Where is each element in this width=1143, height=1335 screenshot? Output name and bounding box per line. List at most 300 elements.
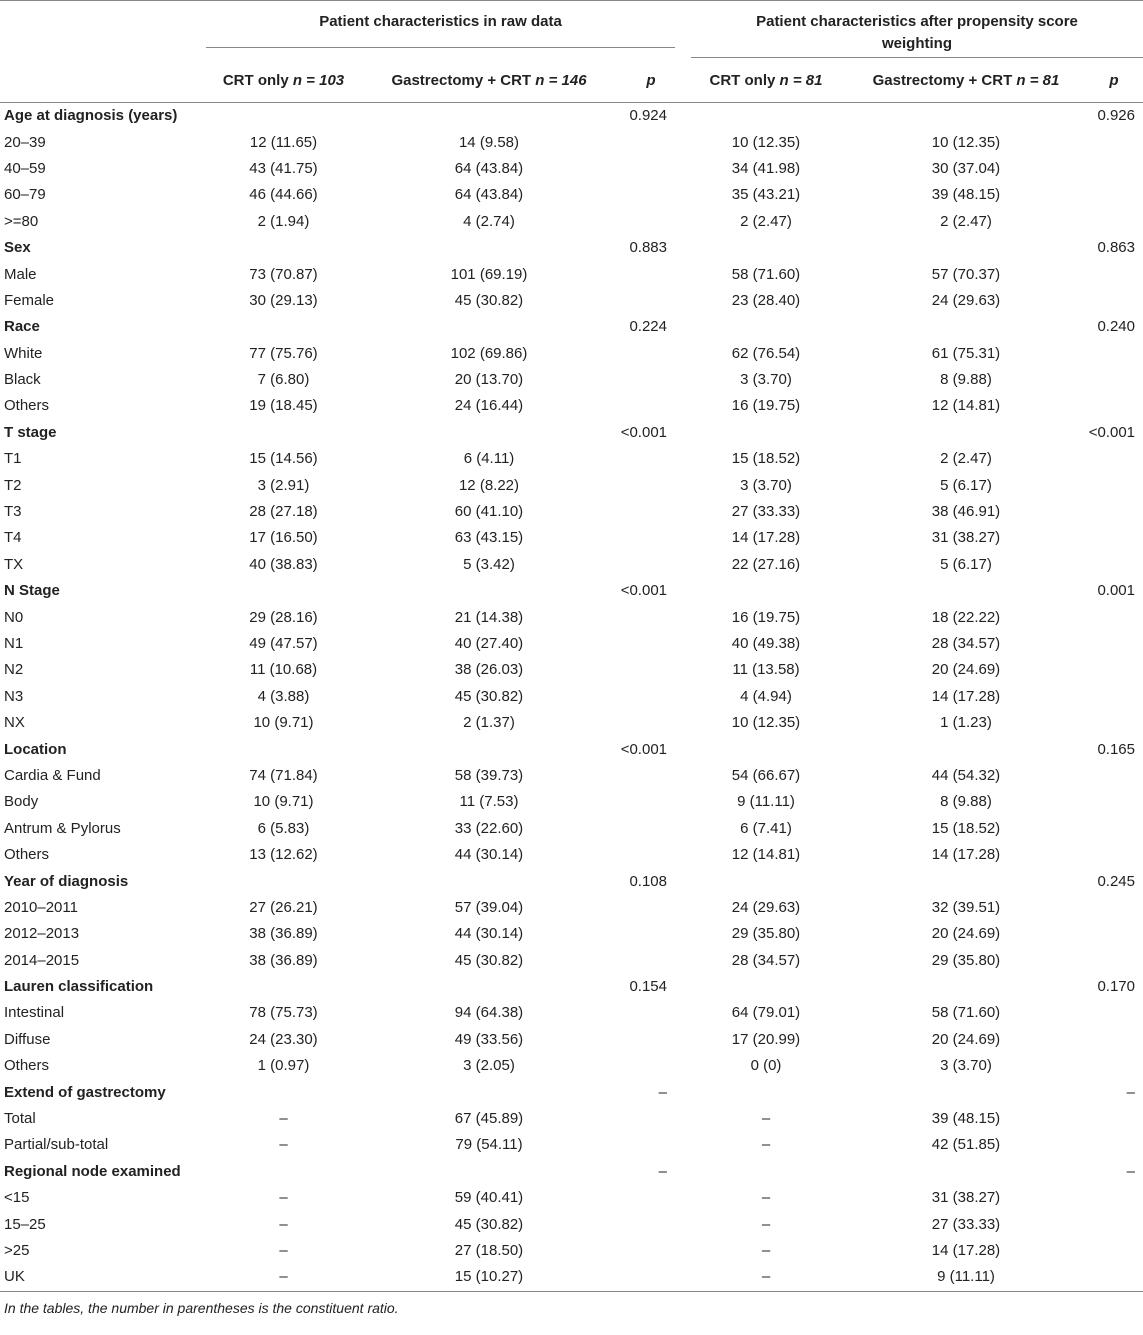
gastrectomy-crt-raw-cell: 94 (64.38): [454, 1004, 524, 1022]
table-row: [0, 341, 1143, 367]
empty-cell: [1085, 525, 1143, 551]
table-row: [0, 631, 1143, 657]
row-label: 40–59: [4, 159, 46, 177]
crt-only-raw-cell: 73 (70.87): [249, 265, 318, 283]
empty-cell: [1085, 604, 1143, 630]
gastrectomy-crt-psw-cell: 8 (9.88): [940, 371, 992, 389]
empty-cell: [617, 1264, 685, 1291]
empty-cell: [617, 763, 685, 789]
crt-only-raw-cell: 10 (9.71): [253, 714, 314, 732]
empty-cell: [617, 1000, 685, 1026]
crt-only-raw-cell: 6 (5.83): [257, 819, 310, 837]
column-header-p-psw: [1085, 58, 1143, 103]
empty-cell: [617, 261, 685, 287]
empty-cell: [617, 895, 685, 921]
crt-only-psw-cell: 2 (2.47): [740, 212, 792, 230]
crt-only-psw-cell: 3 (3.70): [740, 476, 792, 494]
empty-cell: [1085, 657, 1143, 683]
crt-only-raw-cell: 24 (23.30): [249, 1030, 318, 1048]
gastrectomy-crt-psw-cell: 30 (37.04): [931, 159, 1001, 177]
empty-cell: [847, 578, 1085, 604]
gastrectomy-crt-psw-cell: 39 (48.15): [931, 186, 1001, 204]
crt-only-psw-cell: –: [761, 1189, 771, 1207]
empty-cell: [361, 868, 617, 894]
col-label: Gastrectomy + CRT: [872, 71, 1017, 89]
p-value-raw: 0.154: [629, 978, 667, 996]
crt-only-psw-cell: 9 (11.11): [737, 793, 795, 811]
group-header-psw-label: Patient characteristics after propensity score weighting: [691, 11, 1143, 58]
crt-only-raw-cell: 43 (41.75): [249, 159, 318, 177]
empty-cell: [617, 657, 685, 683]
gastrectomy-crt-raw-cell: 2 (1.37): [463, 714, 515, 732]
p-value-raw: –: [658, 1162, 667, 1180]
gastrectomy-crt-raw-cell: 64 (43.84): [454, 159, 524, 177]
table-row: [0, 1106, 1143, 1132]
empty-cell: [617, 499, 685, 525]
p-value-raw: <0.001: [620, 740, 667, 758]
table-row: [0, 921, 1143, 947]
empty-cell: [685, 578, 847, 604]
section-title: Sex: [4, 239, 31, 257]
empty-cell: [617, 129, 685, 155]
crt-only-psw-cell: 14 (17.28): [731, 529, 801, 547]
table-row: [0, 182, 1143, 208]
row-label: Cardia & Fund: [4, 766, 101, 784]
row-label: Black: [4, 371, 41, 389]
row-label: Partial/sub-total: [4, 1136, 109, 1154]
row-label: N3: [4, 687, 24, 705]
empty-cell: [361, 314, 617, 340]
section-header-row: [0, 1159, 1143, 1185]
gastrectomy-crt-psw-cell: 1 (1.23): [940, 714, 992, 732]
empty-cell: [206, 235, 361, 261]
gastrectomy-crt-psw-cell: 24 (29.63): [931, 291, 1001, 309]
col-label: p: [1109, 71, 1119, 89]
crt-only-raw-cell: 4 (3.88): [257, 687, 310, 705]
column-header-crt-psw: [685, 58, 847, 103]
crt-only-raw-cell: 77 (75.76): [249, 344, 318, 362]
empty-cell: [847, 974, 1085, 1000]
empty-cell: [617, 525, 685, 551]
empty-cell: [617, 393, 685, 419]
empty-cell: [1085, 1106, 1143, 1132]
row-label: UK: [4, 1268, 25, 1286]
crt-only-psw-cell: 27 (33.33): [731, 503, 801, 521]
gastrectomy-crt-raw-cell: 63 (43.15): [454, 529, 524, 547]
empty-cell: [617, 710, 685, 736]
empty-cell: [1085, 156, 1143, 182]
gastrectomy-crt-psw-cell: 27 (33.33): [931, 1215, 1001, 1233]
table-row: [0, 288, 1143, 314]
gastrectomy-crt-raw-cell: 49 (33.56): [454, 1030, 524, 1048]
crt-only-raw-cell: 38 (36.89): [249, 951, 318, 969]
row-label: T4: [4, 529, 22, 547]
crt-only-raw-cell: –: [279, 1110, 288, 1128]
section-header-row: [0, 103, 1143, 130]
column-header-gcrt-raw: [361, 58, 617, 103]
section-title: Year of diagnosis: [4, 872, 129, 890]
table-row: [0, 684, 1143, 710]
crt-only-raw-cell: 7 (6.80): [257, 371, 310, 389]
col-n: n = 146: [535, 71, 587, 89]
table-row: [0, 209, 1143, 235]
empty-cell: [1085, 499, 1143, 525]
gastrectomy-crt-psw-cell: 14 (17.28): [931, 846, 1001, 864]
row-label: 15–25: [4, 1215, 46, 1233]
empty-cell: [847, 235, 1085, 261]
col-label: Gastrectomy + CRT: [391, 71, 536, 89]
crt-only-raw-cell: 2 (1.94): [257, 212, 310, 230]
crt-only-raw-cell: –: [279, 1189, 288, 1207]
p-value-raw: 0.883: [629, 239, 667, 257]
crt-only-raw-cell: 13 (12.62): [249, 846, 318, 864]
table-row: [0, 1264, 1143, 1291]
gastrectomy-crt-raw-cell: 12 (8.22): [458, 476, 520, 494]
gastrectomy-crt-psw-cell: 31 (38.27): [931, 529, 1001, 547]
table-row: [0, 499, 1143, 525]
empty-cell: [617, 684, 685, 710]
gastrectomy-crt-psw-cell: 3 (3.70): [940, 1057, 992, 1075]
section-title: Age at diagnosis (years): [4, 107, 178, 125]
gastrectomy-crt-raw-cell: 57 (39.04): [454, 898, 524, 916]
empty-cell: [1085, 1185, 1143, 1211]
empty-cell: [1085, 1132, 1143, 1158]
empty-cell: [847, 420, 1085, 446]
gastrectomy-crt-psw-cell: 28 (34.57): [931, 635, 1001, 652]
empty-cell: [206, 868, 361, 894]
table-row: [0, 156, 1143, 182]
crt-only-psw-cell: 3 (3.70): [740, 371, 792, 389]
row-label: Intestinal: [4, 1004, 65, 1022]
group-header-raw: [206, 1, 685, 58]
p-value-psw: 0.245: [1097, 872, 1135, 890]
empty-cell: [847, 868, 1085, 894]
empty-cell: [1085, 1211, 1143, 1237]
empty-cell: [361, 1079, 617, 1105]
p-value-raw: –: [658, 1083, 667, 1101]
gastrectomy-crt-raw-cell: 44 (30.14): [454, 846, 524, 864]
gastrectomy-crt-raw-cell: 24 (16.44): [454, 397, 524, 415]
crt-only-raw-cell: –: [279, 1241, 288, 1259]
empty-cell: [685, 420, 847, 446]
crt-only-raw-cell: 12 (11.65): [249, 133, 318, 151]
crt-only-psw-cell: 28 (34.57): [731, 951, 801, 969]
crt-only-psw-cell: 34 (41.98): [731, 159, 801, 177]
table-row: [0, 1185, 1143, 1211]
crt-only-raw-cell: 19 (18.45): [249, 397, 318, 415]
crt-only-psw-cell: –: [761, 1136, 771, 1154]
table-row: [0, 129, 1143, 155]
table-row: [0, 367, 1143, 393]
row-label: Total: [4, 1110, 36, 1128]
row-label: N2: [4, 661, 24, 679]
crt-only-psw-cell: 17 (20.99): [731, 1030, 801, 1048]
empty-cell: [1085, 710, 1143, 736]
empty-cell: [361, 420, 617, 446]
empty-cell: [617, 1185, 685, 1211]
row-label: <15: [4, 1189, 30, 1207]
empty-cell: [847, 1159, 1085, 1185]
p-value-psw: 0.165: [1097, 740, 1135, 758]
crt-only-psw-cell: 40 (49.38): [731, 635, 801, 652]
empty-cell: [617, 631, 685, 657]
gastrectomy-crt-psw-cell: 42 (51.85): [931, 1136, 1001, 1154]
crt-only-psw-cell: 35 (43.21): [731, 186, 801, 204]
crt-only-psw-cell: 54 (66.67): [731, 766, 801, 784]
crt-only-psw-cell: 12 (14.81): [731, 846, 801, 864]
empty-cell: [617, 182, 685, 208]
gastrectomy-crt-raw-cell: 6 (4.11): [463, 450, 515, 468]
gastrectomy-crt-raw-cell: 101 (69.19): [450, 265, 528, 283]
table-row: [0, 1211, 1143, 1237]
crt-only-raw-cell: 11 (10.68): [249, 661, 318, 679]
empty-cell: [617, 948, 685, 974]
gastrectomy-crt-psw-cell: 15 (18.52): [931, 819, 1001, 837]
gastrectomy-crt-raw-cell: 44 (30.14): [454, 925, 524, 943]
empty-cell: [685, 974, 847, 1000]
crt-only-raw-cell: 38 (36.89): [249, 925, 318, 943]
empty-cell: [1085, 446, 1143, 472]
crt-only-psw-cell: 10 (12.35): [731, 133, 801, 151]
crt-only-psw-cell: 23 (28.40): [731, 291, 801, 309]
gastrectomy-crt-psw-cell: 38 (46.91): [931, 503, 1001, 521]
table-row: [0, 1238, 1143, 1264]
empty-cell: [206, 974, 361, 1000]
gastrectomy-crt-psw-cell: 12 (14.81): [931, 397, 1001, 415]
row-label: 20–39: [4, 133, 46, 151]
crt-only-psw-cell: 4 (4.94): [740, 687, 792, 705]
empty-cell: [617, 341, 685, 367]
section-title: T stage: [4, 423, 57, 441]
p-value-raw: 0.108: [629, 872, 667, 890]
empty-cell: [617, 1132, 685, 1158]
table-row: [0, 895, 1143, 921]
p-value-raw: 0.924: [629, 107, 667, 125]
crt-only-psw-cell: –: [761, 1241, 771, 1259]
section-header-row: [0, 868, 1143, 894]
empty-cell: [617, 552, 685, 578]
crt-only-psw-cell: 62 (76.54): [731, 344, 801, 362]
gastrectomy-crt-raw-cell: 40 (27.40): [454, 635, 524, 652]
group-header-psw: [685, 1, 1143, 58]
empty-cell: [685, 1079, 847, 1105]
crt-only-raw-cell: 30 (29.13): [249, 291, 318, 309]
empty-cell: [1085, 1053, 1143, 1079]
section-title: N Stage: [4, 582, 60, 600]
row-label: Male: [4, 265, 37, 283]
gastrectomy-crt-psw-cell: 20 (24.69): [931, 661, 1001, 679]
empty-cell: [685, 736, 847, 762]
column-header-row: [0, 58, 1143, 103]
section-header-row: [0, 420, 1143, 446]
gastrectomy-crt-raw-cell: 20 (13.70): [454, 371, 524, 389]
empty-cell: [1085, 209, 1143, 235]
row-label: TX: [4, 555, 24, 573]
crt-only-raw-cell: –: [279, 1268, 288, 1286]
gastrectomy-crt-raw-cell: 45 (30.82): [454, 951, 524, 969]
empty-cell: [847, 736, 1085, 762]
row-label: Diffuse: [4, 1030, 51, 1048]
bottom-rule: [0, 1291, 1143, 1292]
gastrectomy-crt-raw-cell: 102 (69.86): [450, 344, 528, 362]
table-row: [0, 657, 1143, 683]
empty-cell: [206, 420, 361, 446]
empty-cell: [847, 314, 1085, 340]
empty-cell: [1085, 367, 1143, 393]
crt-only-raw-cell: 40 (38.83): [249, 555, 318, 573]
empty-cell: [1085, 1238, 1143, 1264]
p-value-psw: –: [1126, 1083, 1135, 1101]
empty-cell: [685, 868, 847, 894]
empty-cell: [617, 1027, 685, 1053]
empty-cell: [206, 103, 361, 130]
gastrectomy-crt-psw-cell: 18 (22.22): [931, 608, 1001, 626]
section-header-row: [0, 974, 1143, 1000]
empty-cell: [1085, 1027, 1143, 1053]
column-header-p-raw: [617, 58, 685, 103]
gastrectomy-crt-psw-cell: 10 (12.35): [931, 133, 1001, 151]
empty-cell: [617, 921, 685, 947]
table-row: [0, 552, 1143, 578]
row-label: 2014–2015: [4, 951, 80, 969]
gastrectomy-crt-psw-cell: 32 (39.51): [931, 898, 1001, 916]
empty-cell: [617, 789, 685, 815]
p-value-raw: 0.224: [629, 318, 667, 336]
section-header-row: [0, 578, 1143, 604]
gastrectomy-crt-psw-cell: 9 (11.11): [937, 1268, 995, 1286]
crt-only-psw-cell: 64 (79.01): [731, 1004, 801, 1022]
empty-cell: [361, 974, 617, 1000]
gastrectomy-crt-raw-cell: 79 (54.11): [455, 1136, 523, 1154]
col-label: CRT only: [709, 71, 780, 89]
empty-cell: [685, 235, 847, 261]
table-row: [0, 393, 1143, 419]
crt-only-psw-cell: 11 (13.58): [732, 661, 800, 679]
empty-cell: [361, 578, 617, 604]
p-value-psw: 0.170: [1097, 978, 1135, 996]
col-label: CRT only: [222, 71, 293, 89]
col-n: n = 103: [292, 71, 345, 89]
empty-cell: [685, 1159, 847, 1185]
crt-only-raw-cell: 15 (14.56): [249, 450, 318, 468]
empty-cell: [1085, 948, 1143, 974]
crt-only-raw-cell: 29 (28.16): [249, 608, 318, 626]
gastrectomy-crt-raw-cell: 14 (9.58): [458, 133, 520, 151]
crt-only-psw-cell: 15 (18.52): [731, 450, 801, 468]
row-label: T3: [4, 503, 22, 521]
table-row: [0, 472, 1143, 498]
table-body: [0, 103, 1143, 1292]
gastrectomy-crt-psw-cell: 61 (75.31): [931, 344, 1001, 362]
empty-cell: [206, 578, 361, 604]
p-value-raw: <0.001: [620, 423, 667, 441]
empty-cell: [685, 314, 847, 340]
p-value-psw: 0.001: [1097, 582, 1135, 600]
gastrectomy-crt-psw-cell: 8 (9.88): [940, 793, 992, 811]
gastrectomy-crt-psw-cell: 57 (70.37): [931, 265, 1001, 283]
row-label: Others: [4, 846, 50, 864]
gastrectomy-crt-psw-cell: 14 (17.28): [931, 1241, 1001, 1259]
table-row: [0, 1000, 1143, 1026]
gastrectomy-crt-raw-cell: 67 (45.89): [454, 1110, 524, 1128]
row-label: T2: [4, 476, 22, 494]
empty-cell: [206, 1079, 361, 1105]
crt-only-raw-cell: –: [279, 1215, 288, 1233]
gastrectomy-crt-psw-cell: 14 (17.28): [931, 687, 1001, 705]
empty-cell: [1085, 842, 1143, 868]
row-label: >25: [4, 1241, 30, 1259]
empty-cell: [847, 1079, 1085, 1105]
gastrectomy-crt-psw-cell: 5 (6.17): [940, 476, 992, 494]
p-value-raw: <0.001: [620, 582, 667, 600]
crt-only-raw-cell: 27 (26.21): [249, 898, 318, 916]
crt-only-psw-cell: 0 (0): [750, 1057, 782, 1075]
crt-only-psw-cell: –: [761, 1215, 771, 1233]
empty-cell: [617, 1106, 685, 1132]
crt-only-psw-cell: 16 (19.75): [731, 397, 801, 415]
gastrectomy-crt-raw-cell: 4 (2.74): [463, 212, 515, 230]
gastrectomy-crt-raw-cell: 15 (10.27): [454, 1268, 524, 1286]
empty-cell: [1085, 288, 1143, 314]
crt-only-raw-cell: 17 (16.50): [249, 529, 318, 547]
table-row: [0, 604, 1143, 630]
empty-cell: [206, 1159, 361, 1185]
gastrectomy-crt-raw-cell: 11 (7.53): [459, 793, 519, 811]
col-n: n = 81: [779, 71, 823, 89]
row-label: N0: [4, 608, 24, 626]
gastrectomy-crt-raw-cell: 5 (3.42): [463, 555, 515, 573]
table-row: [0, 1053, 1143, 1079]
row-label: White: [4, 344, 43, 362]
gastrectomy-crt-psw-cell: 58 (71.60): [931, 1004, 1001, 1022]
empty-cell: [1085, 1264, 1143, 1291]
row-label: Others: [4, 397, 50, 415]
group-header-raw-label: Patient characteristics in raw data: [206, 11, 675, 48]
empty-cell: [1085, 684, 1143, 710]
empty-cell: [617, 156, 685, 182]
crt-only-psw-cell: 58 (71.60): [731, 265, 801, 283]
crt-only-raw-cell: 28 (27.18): [249, 503, 318, 521]
column-header-blank: [0, 58, 206, 103]
crt-only-psw-cell: –: [761, 1110, 771, 1128]
crt-only-psw-cell: 6 (7.41): [740, 819, 792, 837]
row-label: N1: [4, 635, 24, 652]
empty-cell: [1085, 129, 1143, 155]
gastrectomy-crt-psw-cell: 20 (24.69): [931, 925, 1001, 943]
table-row: [0, 525, 1143, 551]
crt-only-raw-cell: 78 (75.73): [249, 1004, 318, 1022]
row-label: 2010–2011: [4, 898, 78, 916]
gastrectomy-crt-psw-cell: 2 (2.47): [940, 450, 992, 468]
empty-cell: [617, 816, 685, 842]
crt-only-raw-cell: 49 (47.57): [249, 635, 318, 652]
p-value-psw: <0.001: [1088, 423, 1135, 441]
section-header-row: [0, 314, 1143, 340]
table-row: [0, 1132, 1143, 1158]
gastrectomy-crt-psw-cell: 20 (24.69): [931, 1030, 1001, 1048]
empty-cell: [617, 288, 685, 314]
crt-only-raw-cell: 74 (71.84): [249, 766, 318, 784]
empty-cell: [617, 472, 685, 498]
gastrectomy-crt-raw-cell: 33 (22.60): [454, 819, 524, 837]
section-title: Race: [4, 318, 40, 336]
empty-cell: [1085, 1000, 1143, 1026]
table-row: [0, 446, 1143, 472]
empty-cell: [617, 446, 685, 472]
empty-cell: [1085, 631, 1143, 657]
empty-cell: [847, 103, 1085, 130]
table-row: [0, 261, 1143, 287]
